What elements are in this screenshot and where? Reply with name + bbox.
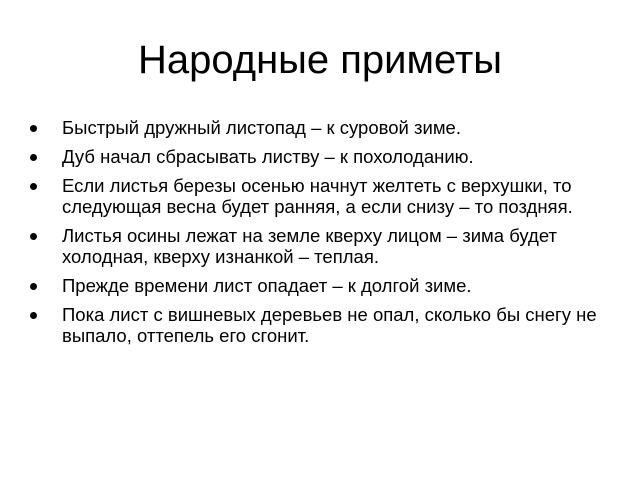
bullet-icon [30, 125, 37, 132]
list-item-text: Дуб начал сбрасывать листву – к похолоданию. [62, 146, 474, 167]
list-item-text: Пока лист с вишневых деревьев не опал, сколько бы снегу не выпало, оттепель его сгонит. [62, 304, 597, 346]
bullet-icon [30, 183, 37, 190]
slide-title: Народные приметы [137, 38, 503, 82]
bullet-icon [30, 154, 37, 161]
bullet-list [30, 117, 610, 354]
bullet-icon [30, 283, 37, 290]
list-item-text: Прежде времени лист опадает – к долгой зиме. [62, 275, 472, 296]
bullet-icon [30, 233, 37, 240]
list-item [30, 117, 610, 138]
bullet-icon [30, 312, 37, 319]
list-item [30, 275, 610, 296]
list-item [30, 225, 610, 267]
list-item [30, 175, 610, 217]
list-item [30, 304, 610, 346]
list-item-text: Быстрый дружный листопад – к суровой зиме. [62, 117, 461, 138]
list-item-text: Листья осины лежат на земле кверху лицом – зима будет холодная, кверху изнанкой – теплая. [62, 225, 557, 267]
list-item [30, 146, 610, 167]
list-item-text: Если листья березы осенью начнут желтеть с верхушки, то следующая весна будет ранняя, а если снизу – то поздняя. [62, 175, 573, 217]
